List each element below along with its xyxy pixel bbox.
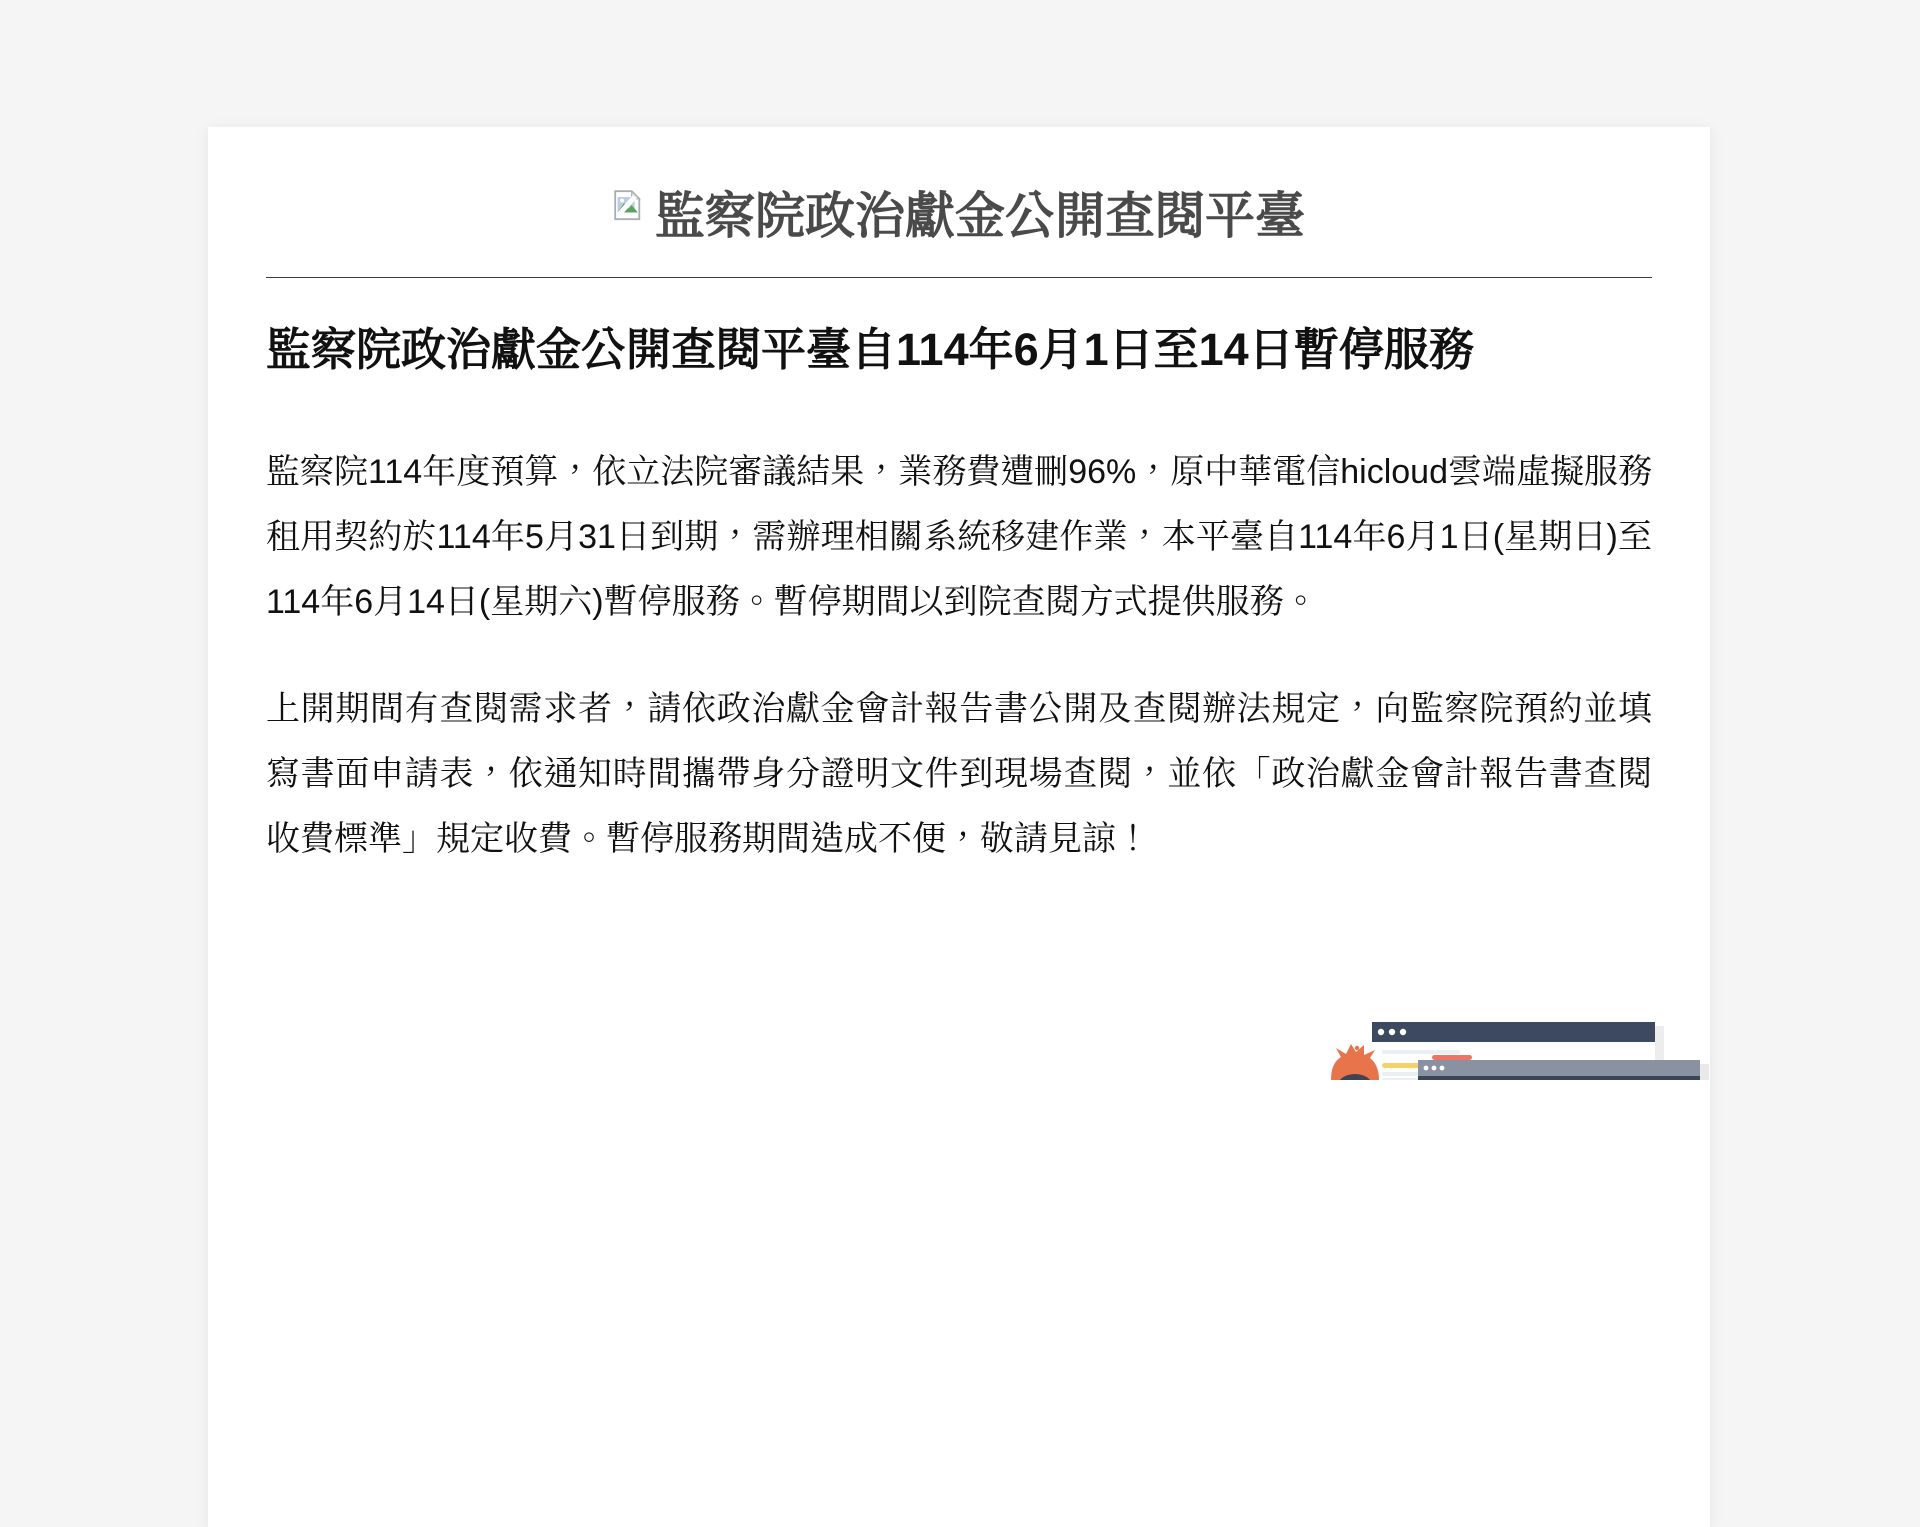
notice-paragraph-2: 上開期間有查閱需求者，請依政治獻金會計報告書公開及查閱辦法規定，向監察院預約並填寫書面申請表，依通知時間攜帶身分證明文件到現場查閱，並依「政治獻金會計報告書查閱收費標準」規定收費。暫停服務期間造成不便，敬請見諒！ bbox=[266, 690, 1652, 858]
bug-icon bbox=[1331, 1044, 1379, 1080]
broken-image-icon bbox=[613, 190, 641, 221]
notice-heading: 監察院政治獻金公開查閱平臺自114年6月1日至14日暫停服務 bbox=[266, 324, 1474, 375]
site-title: 監察院政治獻金公開查閱平臺 bbox=[655, 188, 1305, 244]
notice-paragraph-1: 監察院114年度預算，依立法院審議結果，業務費遭刪96%，原中華電信hicloud雲端虛擬服務租用契約於114年5月31日到期，需辦理相關系統移建作業，本平臺自114年6月1日(星期日)至114年6月14日(星期六)暫停服務。暫停期間以到院查閱方式提供服務。 bbox=[266, 453, 1652, 621]
site-header bbox=[266, 183, 1652, 244]
notice-card bbox=[208, 127, 1710, 1527]
maintenance-illustration bbox=[1318, 1012, 1718, 1080]
header-divider bbox=[266, 277, 1652, 278]
